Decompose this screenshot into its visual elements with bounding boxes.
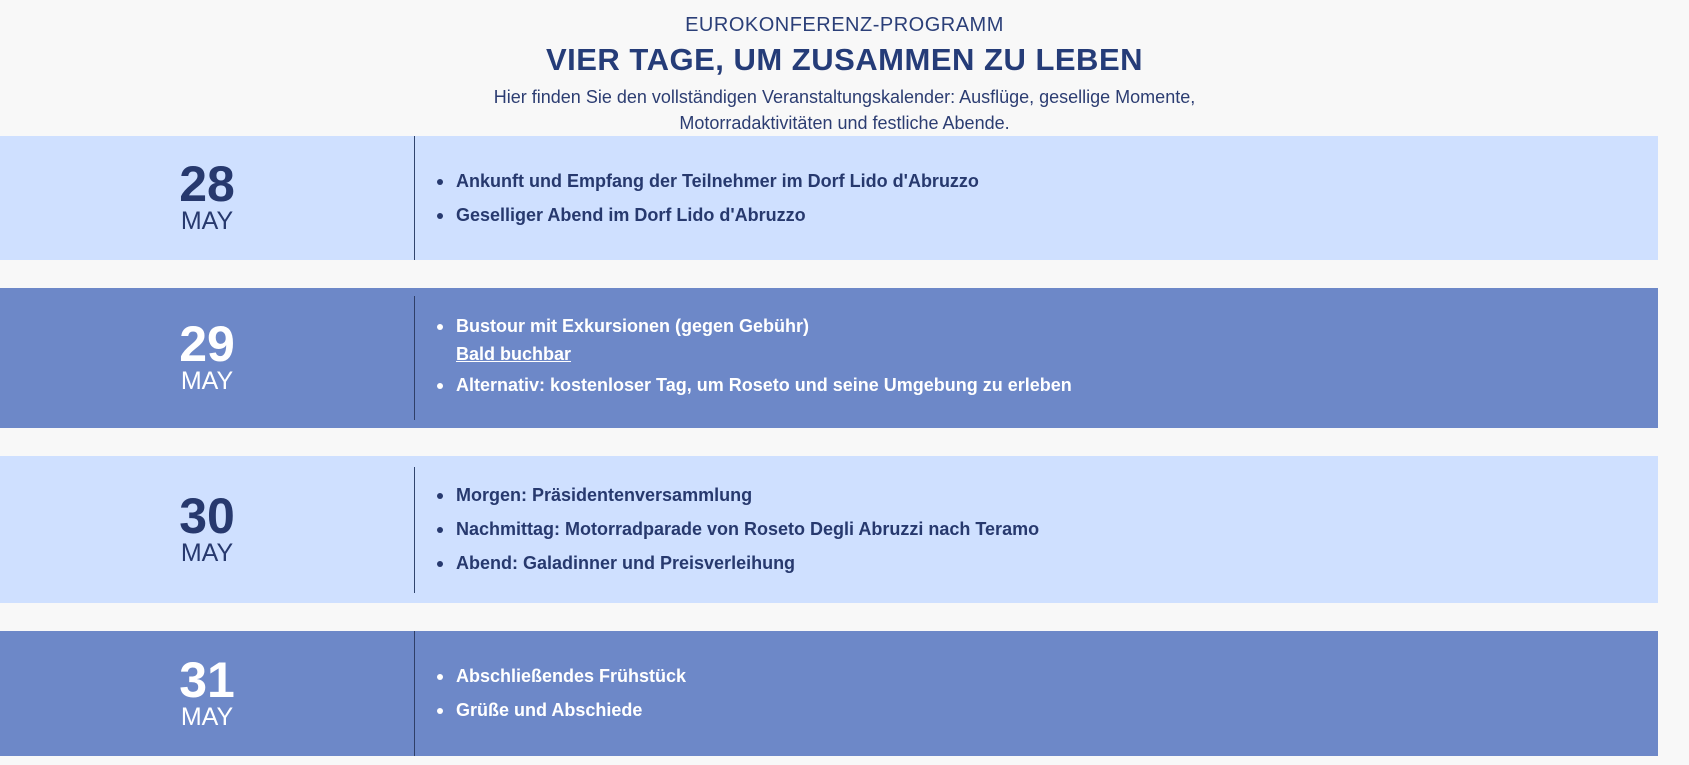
- date-month: MAY: [180, 207, 234, 235]
- event-text: Bustour mit Exkursionen (gegen Gebühr): [456, 316, 810, 336]
- event-item: [435, 314, 1658, 366]
- day-row-29: [0, 288, 1658, 428]
- date-divider: [414, 631, 415, 756]
- book-soon-link[interactable]: Bald buchbar: [456, 344, 572, 364]
- program-eyebrow: EUROKONFERENZ-PROGRAMM: [685, 14, 1004, 36]
- event-item: Ankunft und Empfang der Teilnehmer im Dorf Lido d'Abruzzo: [435, 169, 1658, 193]
- date-divider: [414, 467, 415, 593]
- day-row-30: [0, 456, 1658, 603]
- event-item: Abend: Galadinner und Preisverleihung: [435, 551, 1658, 575]
- date-block: [0, 136, 414, 260]
- date-day: 30: [179, 487, 235, 544]
- event-item: Morgen: Präsidentenversammlung: [435, 483, 1658, 507]
- event-item: Nachmittag: Motorradparade von Roseto Degli Abruzzi nach Teramo: [435, 517, 1658, 541]
- event-list: [435, 483, 1658, 575]
- page-title: VIER TAGE, UM ZUSAMMEN ZU LEBEN: [545, 42, 1144, 77]
- day-row-31: [0, 631, 1658, 756]
- event-list: [435, 664, 1658, 722]
- event-item: Grüße und Abschiede: [435, 698, 1658, 722]
- date-block: [0, 288, 414, 428]
- date-block: [0, 631, 414, 756]
- event-item: Geselliger Abend im Dorf Lido d'Abruzzo: [435, 203, 1658, 227]
- date-divider: [414, 296, 415, 420]
- event-item: Abschließendes Frühstück: [435, 664, 1658, 688]
- event-list: [435, 314, 1658, 397]
- event-list: [435, 169, 1658, 227]
- date-block: [0, 456, 414, 603]
- subtitle-line-1: Hier finden Sie den vollständigen Veranstaltungskalender: Ausflüge, gesellige Momente,: [493, 87, 1196, 107]
- day-row-28: [0, 136, 1658, 260]
- date-month: MAY: [180, 367, 234, 395]
- date-month: MAY: [180, 538, 234, 567]
- subtitle-line-2: Motorradaktivitäten und festliche Abende.: [679, 113, 1010, 133]
- event-item: Alternativ: kostenloser Tag, um Roseto und seine Umgebung zu erleben: [435, 373, 1658, 397]
- date-day: 29: [179, 316, 235, 372]
- page-subtitle: [420, 84, 1269, 136]
- date-day: 28: [179, 156, 235, 212]
- date-day: 31: [179, 651, 235, 708]
- date-month: MAY: [180, 702, 234, 731]
- date-divider: [414, 136, 415, 260]
